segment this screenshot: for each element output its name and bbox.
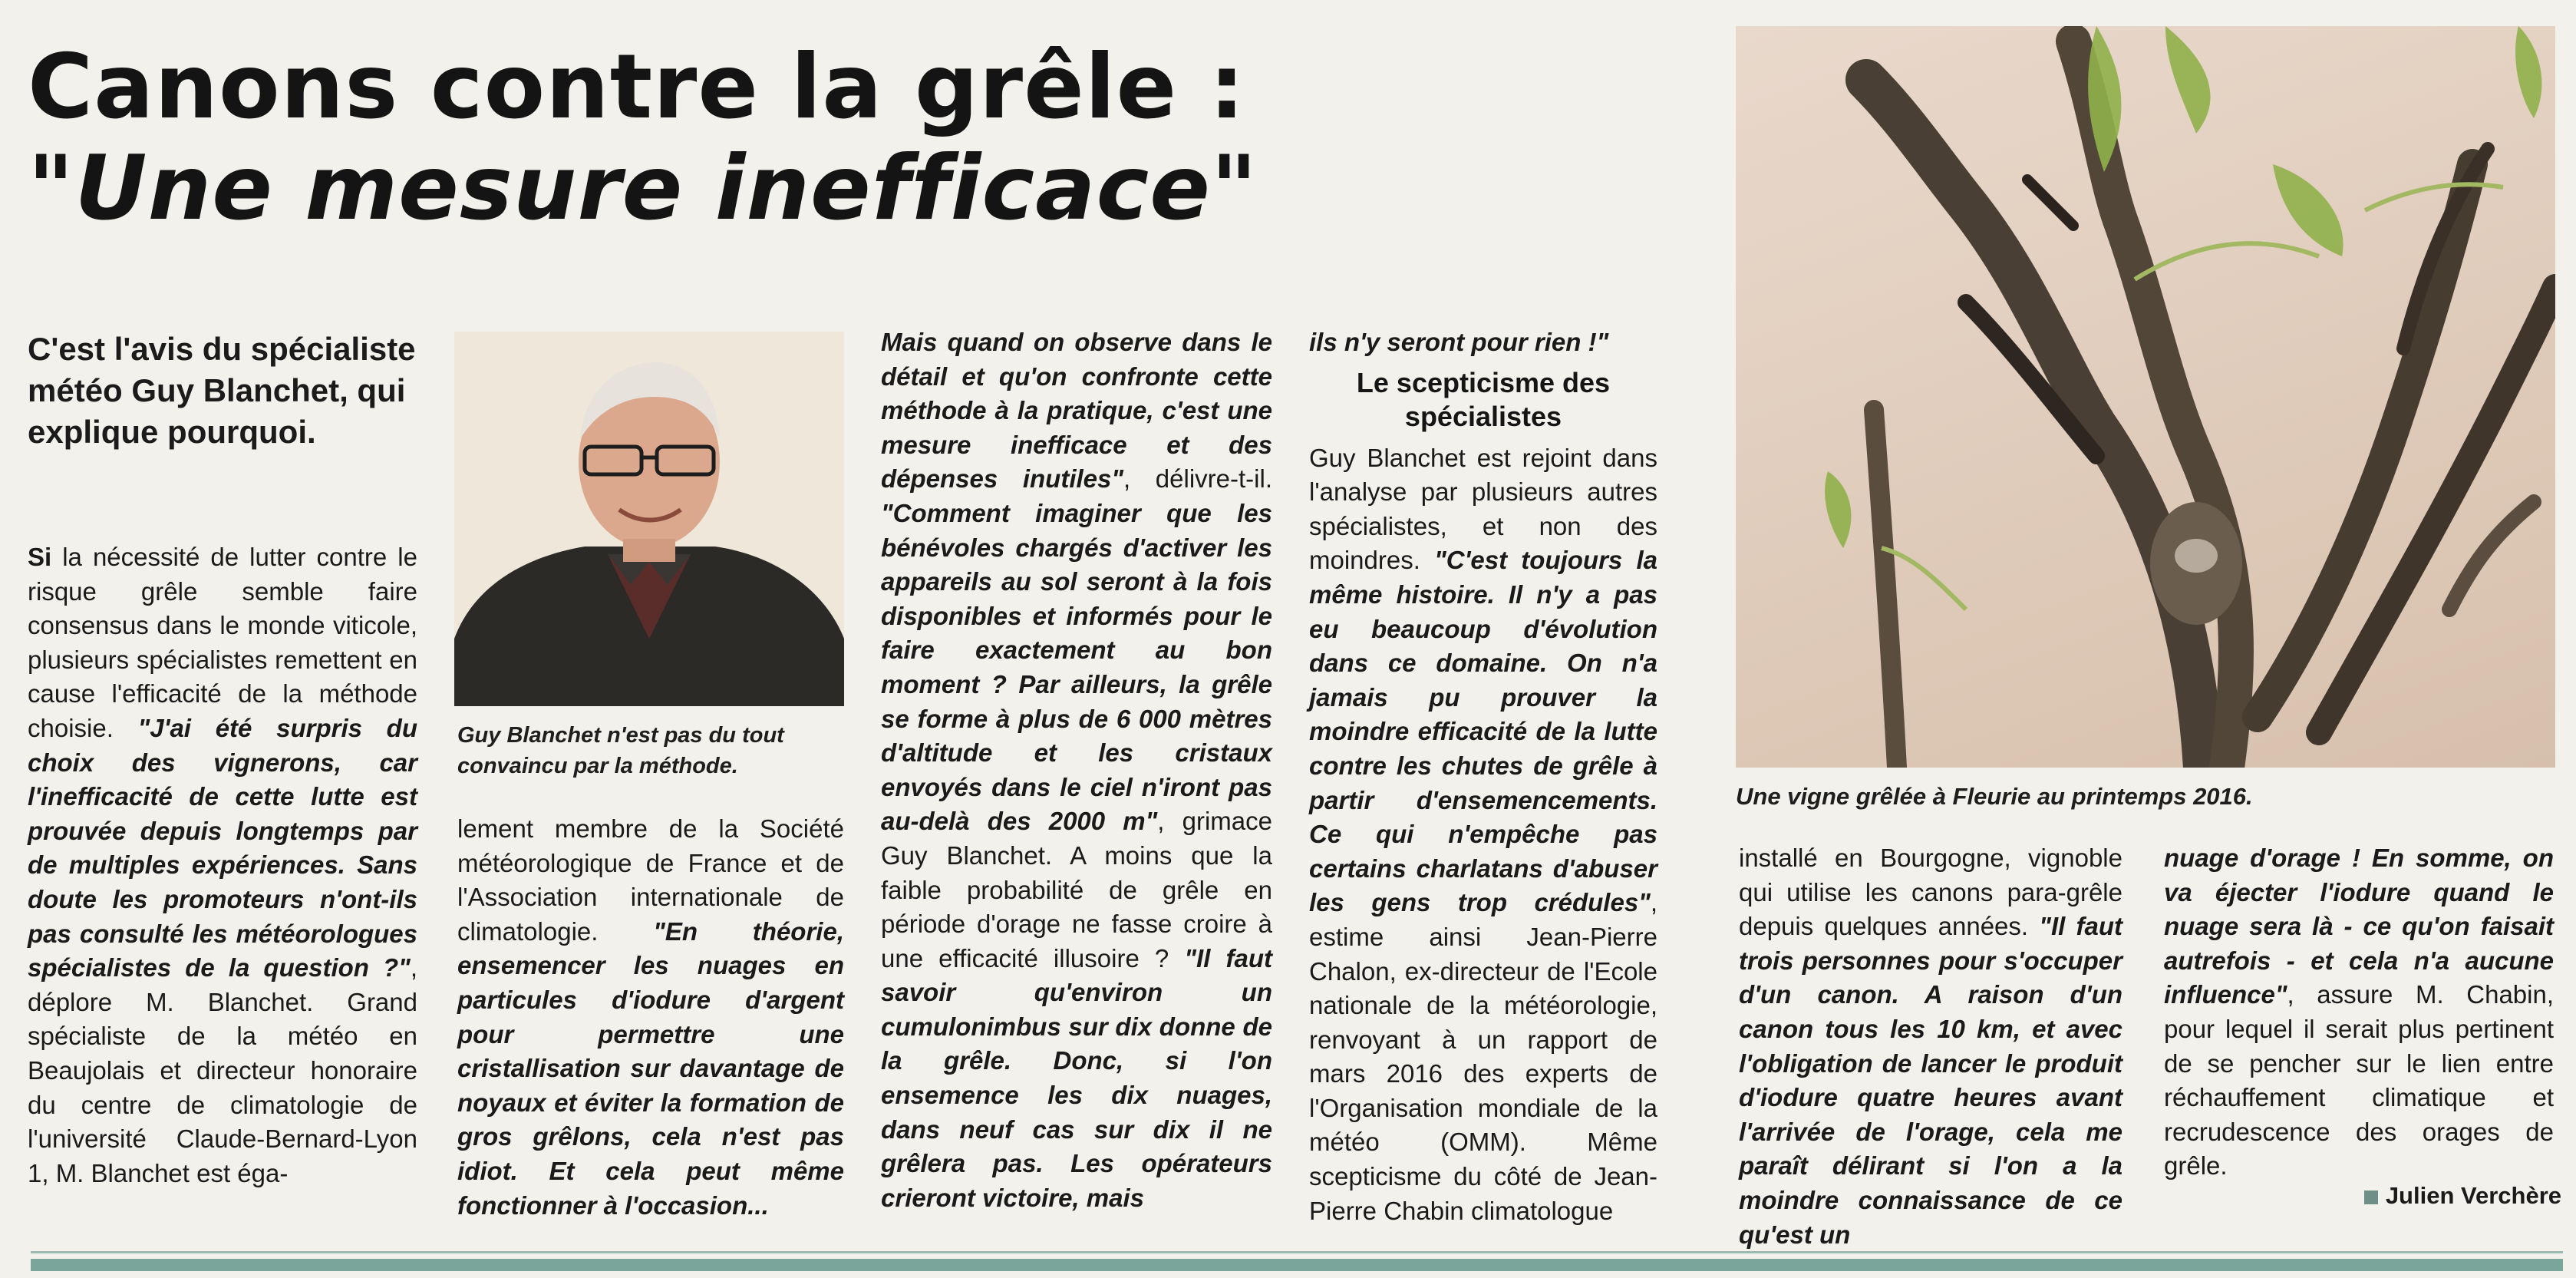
column-5-quote-1: "Il faut trois personnes pour s'occuper d'un canon. A raison d'un canon tous les 10 km, et avec l'obligation de lancer le produit d'iodure quatre heures avant l'arrivée de l'orage, cela me paraît délirant si l'on a la moindre connaissance de ce qu'est un xyxy=(1739,912,2122,1249)
column-1-dropword: Si xyxy=(28,543,52,571)
headline-line1: Canons contre la grêle : xyxy=(28,35,1245,139)
column-1-quote: "J'ai été surpris du choix des vignerons, car l'inefficacité de cette lutte est prouvée depuis longtemps par de multiples expériences. Sans doute les promoteurs n'ont-ils pas consulté les météorologues spécialistes de la question ?" xyxy=(28,713,417,982)
column-2-intro: lement membre de la Société météorologique de France et de l'Association internationale de climatologie. xyxy=(457,814,844,946)
portrait-illustration xyxy=(454,332,844,706)
headline xyxy=(28,37,1716,239)
column-4-quote-1: "C'est toujours la même histoire. Il n'y a pas eu beaucoup d'évolution dans ce domaine. On n'a jamais pu prouver la moindre efficacité de la lutte contre les chutes de grêle à partir d'ensemencements. Ce qui n'empêche pas certains charlatans d'abuser les gens trop crédules" xyxy=(1309,546,1657,917)
column-6 xyxy=(2164,841,2554,1184)
column-4-quote-0: ils n'y seront pour rien !" xyxy=(1309,328,1609,356)
column-5-text xyxy=(1739,841,2122,1252)
column-4-text xyxy=(1309,441,1657,1229)
column-1-text xyxy=(28,540,417,1190)
column-3-quote-1: Mais quand on observe dans le détail et qu'on confronte cette méthode à la pratique, c'est une mesure inefficace et des dépenses inutiles" xyxy=(881,328,1272,494)
portrait-photo xyxy=(454,332,844,706)
column-3-text-1: , délivre-t-il. xyxy=(1123,464,1272,494)
bottom-accent-rule xyxy=(31,1259,2563,1271)
lead-intro: C'est l'avis du spécialiste météo Guy Blanchet, qui explique pourquoi. xyxy=(28,331,416,450)
vine-caption: Une vigne grêlée à Fleurie au printemps 2016. xyxy=(1736,783,2253,810)
bottom-thin-rule xyxy=(31,1251,2563,1253)
column-4-text-2: , estime ainsi Jean-Pierre Chalon, ex-directeur de l'Ecole nationale de la météorologie, renvoyant à un rapport de mars 2016 des experts de l'Organisation mondiale de la météo (OMM). Même scepticisme du côté de Jean-Pierre Chabin climatologue xyxy=(1309,888,1657,1225)
column-1 xyxy=(28,540,417,1190)
column-4-opening xyxy=(1309,325,1657,360)
column-3-text-2: , grimace Guy Blanchet. A moins que la faible probabilité de grêle en période d'orage ne fasse croire à une efficacité illusoire ? xyxy=(881,807,1272,973)
section-subhead: Le scepticisme des spécialistes xyxy=(1356,366,1611,432)
column-6-quote-1: nuage d'orage ! En somme, on va éjecter l'iodure quand le nuage sera là - ce qu'on faisait autrefois - et cela n'a aucune influence" xyxy=(2164,844,2554,1009)
grapevine-illustration xyxy=(1736,26,2555,768)
column-1-intro: la nécessité de lutter contre le risque grêle semble faire consensus dans le monde viticole, plusieurs spécialistes remettent en cause l'efficacité de la méthode choisie. xyxy=(28,543,417,742)
author-signature xyxy=(2324,1182,2561,1210)
headline-line2: "Une mesure inefficace" xyxy=(28,137,1258,240)
author-name: Julien Verchère xyxy=(2385,1182,2561,1209)
column-2-quote: "En théorie, ensemencer les nuages en particules d'iodure d'argent pour permettre une cristallisation sur davantage de noyaux et éviter la formation de gros grêlons, cela n'est pas idiot. Et cela peut même fonctionner à l'occasion... xyxy=(457,916,844,1220)
column-5 xyxy=(1739,841,2122,1252)
portrait-caption: Guy Blanchet n'est pas du tout convaincu par la méthode. xyxy=(457,723,784,778)
column-5-text-1: installé en Bourgogne, vignoble qui utilise les canons para-grêle depuis quelques années. xyxy=(1739,844,2122,941)
column-6-text xyxy=(2164,841,2554,1184)
column-3-quote-3: "Il faut savoir qu'environ un cumulonimbus sur dix donne de la grêle. Donc, si l'on ensemence les dix nuages, dans neuf cas sur dix il ne grêlera pas. Les opérateurs crieront victoire, mais xyxy=(881,943,1272,1212)
column-2-text xyxy=(457,812,844,1223)
column-6-text-1: , assure M. Chabin, pour lequel il serait plus pertinent de se pencher sur le lien entre réchauffement climatique et recrudescence des orages de grêle. xyxy=(2164,980,2554,1181)
column-3 xyxy=(881,325,1272,1215)
column-3-text xyxy=(881,325,1272,1215)
column-2 xyxy=(457,812,844,1223)
signature-square-icon xyxy=(2364,1190,2378,1204)
vine-photo xyxy=(1736,26,2555,768)
column-1-after: , déplore M. Blanchet. Grand spécialiste de la météo en Beaujolais et directeur honoraire du centre de climatologie de l'université Claude-Bernard-Lyon 1, M. Blanchet est éga- xyxy=(28,953,417,1187)
column-4-text-1: Guy Blanchet est rejoint dans l'analyse par plusieurs autres spécialistes, et non des moindres. xyxy=(1309,443,1657,575)
column-4 xyxy=(1309,325,1657,1228)
column-3-quote-2: "Comment imaginer que les bénévoles chargés d'activer les appareils au sol seront à la fois disponibles et informés pour le faire exactement au bon moment ? Par ailleurs, la grêle se forme à plus de 6 000 mètres d'altitude et les cristaux envoyés dans le ciel n'iront pas au-delà des 2000 m" xyxy=(881,498,1272,836)
